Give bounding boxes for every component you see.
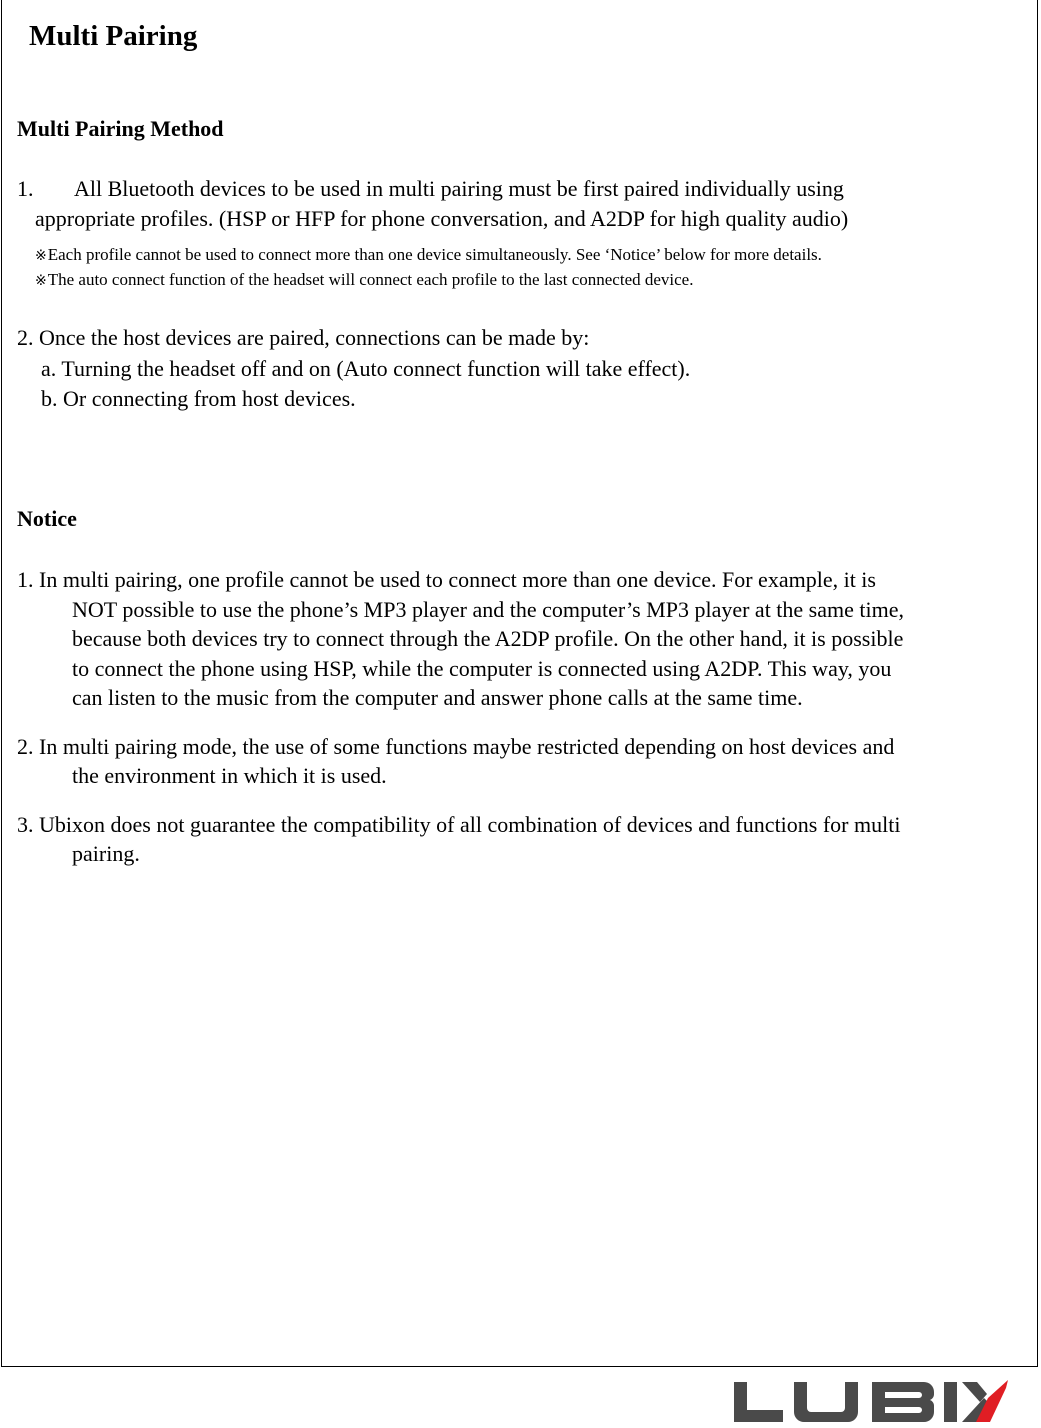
notice-item1-line: to connect the phone using HSP, while the computer is connected using A2DP. This way, you	[72, 656, 892, 681]
notice-item3-line: 3. Ubixon does not guarantee the compatibility of all combination of devices and functions for multi	[17, 812, 901, 837]
page-title: Multi Pairing	[29, 20, 198, 52]
notice-item2-line: 2. In multi pairing mode, the use of some functions maybe restricted depending on host devices and	[17, 734, 895, 759]
notice-item2-line: the environment in which it is used.	[72, 763, 387, 788]
step1-note2-text: The auto connect function of the headset will connect each profile to the last connected device.	[47, 270, 694, 289]
notice-item1-line: because both devices try to connect through the A2DP profile. On the other hand, it is possible	[72, 626, 904, 651]
reference-mark-icon: ※	[35, 248, 47, 264]
section-heading-notice: Notice	[17, 506, 77, 531]
notice-item3-line: pairing.	[72, 841, 140, 866]
logo-text: LUBIX	[730, 1425, 734, 1426]
step1-number: 1.	[17, 176, 34, 201]
notice-item1-line: NOT possible to use the phone’s MP3 player and the computer’s MP3 player at the same time,	[72, 597, 904, 622]
step2-item-b: b. Or connecting from host devices.	[41, 386, 356, 411]
section-heading-method: Multi Pairing Method	[17, 116, 224, 141]
step1-line2: appropriate profiles. (HSP or HFP for phone conversation, and A2DP for high quality audio)	[35, 206, 849, 231]
notice-item1-line: can listen to the music from the computer and answer phone calls at the same time.	[72, 685, 803, 710]
step2-item-a: a. Turning the headset off and on (Auto connect function will take effect).	[41, 356, 691, 381]
lubix-logo	[730, 1378, 1012, 1426]
step2-line1: 2. Once the host devices are paired, connections can be made by:	[17, 325, 590, 350]
step1-line1: All Bluetooth devices to be used in multi pairing must be first paired individually using	[74, 176, 844, 201]
reference-mark-icon: ※	[35, 273, 47, 289]
step1-note2	[35, 270, 693, 290]
step1-note1-text: Each profile cannot be used to connect more than one device simultaneously. See ‘Notice’ below for more details.	[47, 245, 822, 264]
step1-note1	[35, 245, 822, 265]
notice-item1-line: 1. In multi pairing, one profile cannot be used to connect more than one device. For example, it is	[17, 567, 876, 592]
